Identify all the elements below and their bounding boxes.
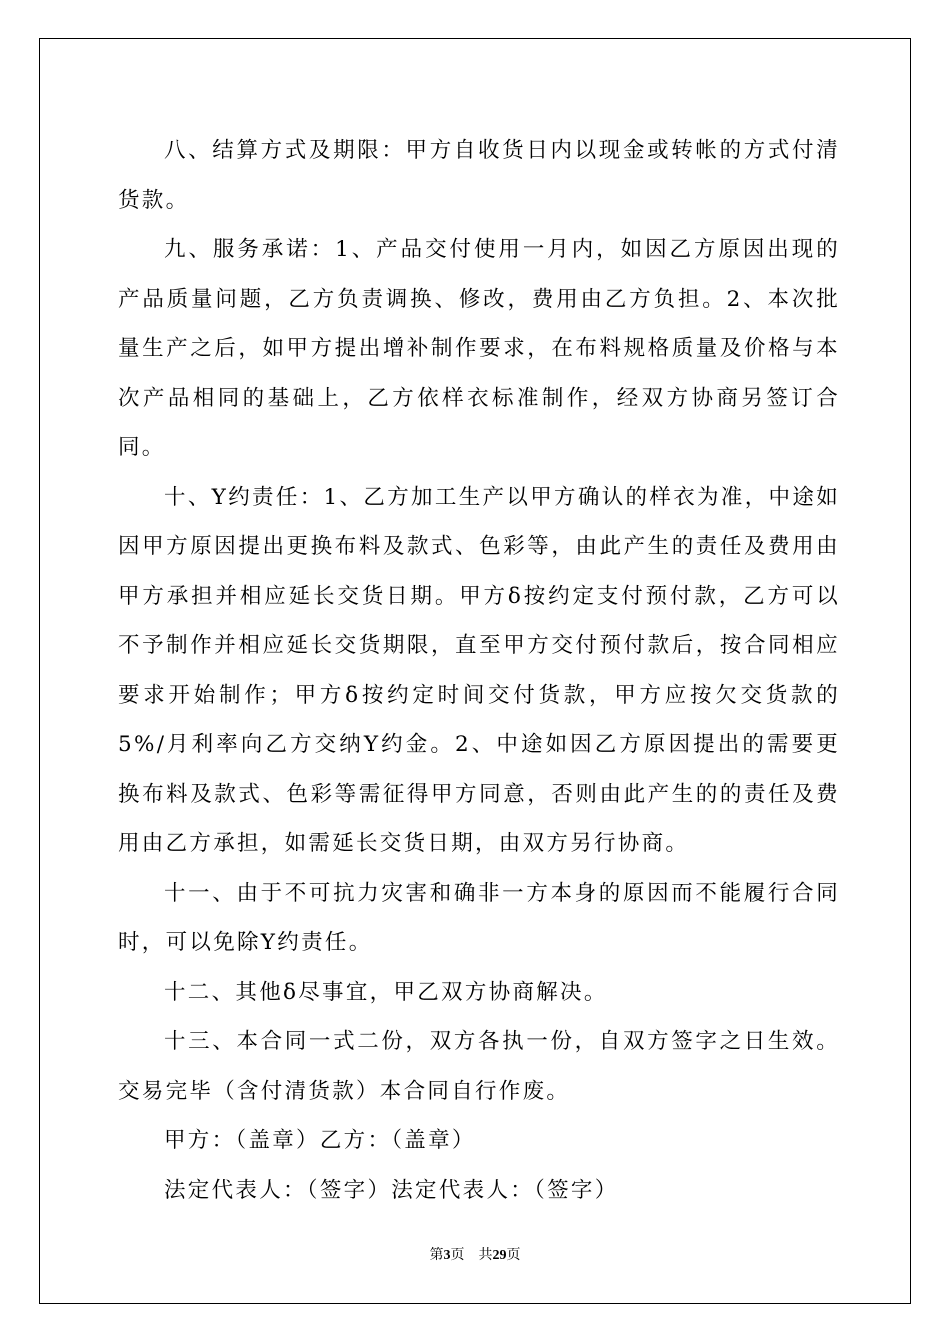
- clause-11-force-majeure: 十一、由于不可抗力灾害和确非一方本身的原因而不能履行合同时，可以免除Y约责任。: [118, 880, 840, 955]
- total-prefix: 共: [478, 1247, 493, 1263]
- clause-8-settlement: 八、结算方式及期限：甲方自收货日内以现金或转帐的方式付清货款。: [118, 138, 840, 213]
- page-number: 3: [443, 1248, 451, 1263]
- page-suffix: 页: [450, 1247, 465, 1263]
- page-prefix: 第: [429, 1247, 444, 1263]
- clause-9-service: 九、服务承诺：1、产品交付使用一月内，如因乙方原因出现的产品质量问题，乙方负责调换、修改，费用由乙方负担。2、本次批量生产之后，如甲方提出增补制作要求，在布料规格质量及价格与本次产品相同的基础上，乙方依样衣标准制作，经双方协商另签订合同。: [118, 237, 840, 460]
- total-pages: 29: [492, 1248, 507, 1263]
- clause-12-other: 十二、其他δ尽事宜，甲乙双方协商解决。: [164, 979, 608, 1005]
- document-body: [118, 126, 840, 1215]
- page-footer: [0, 1244, 950, 1264]
- seal-line: 甲方：（盖章）乙方：（盖章）: [164, 1128, 476, 1153]
- signature-line: 法定代表人：（签字）法定代表人：（签字）: [164, 1177, 619, 1203]
- clause-13-copies: 十三、本合同一式二份，双方各执一份，自双方签字之日生效。交易完毕（含付清货款）本合同自行作废。: [118, 1029, 840, 1104]
- clause-10-liability: 十、Y约责任：1、乙方加工生产以甲方确认的样衣为准，中途如因甲方原因提出更换布料及款式、色彩等，由此产生的责任及费用由甲方承担并相应延长交货日期。甲方δ按约定支付预付款，乙方可以不予制作并相应延长交货期限，直至甲方交付预付款后，按合同相应要求开始制作；甲方δ按约定时间交付货款，甲方应按欠交货款的5%/月利率向乙方交纳Y约金。2、中途如因乙方原因提出的需要更换布料及款式、色彩等需征得甲方同意，否则由此产生的的责任及费用由乙方承担，如需延长交货日期，由双方另行协商。: [118, 484, 840, 856]
- total-suffix: 页: [506, 1247, 521, 1263]
